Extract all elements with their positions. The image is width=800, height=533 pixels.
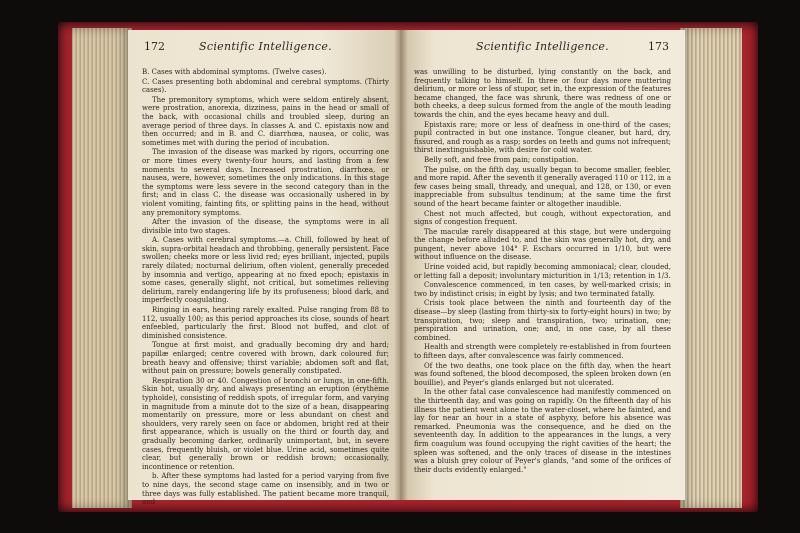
book-gutter xyxy=(394,30,408,500)
paragraph: C. Cases presenting both abdominal and cerebral symptoms. (Thirty cases). xyxy=(142,77,389,95)
left-page xyxy=(128,30,403,507)
left-page-header xyxy=(142,40,389,62)
paragraph: The invasion of the disease was marked by rigors, occurring one or more times every twenty-four hours, and lasting from a few moments to several days. Increased prostration, diarrhœa, or nausea, were, however, sometimes the only indications. In this stage the symptoms were less severe in the second category than in the first; and in class C. the disease was occasionally ushered in by violent vomiting, fainting fits, or splitting pains in the head, without any premonitory symptoms. xyxy=(142,148,389,217)
left-page-number: 172 xyxy=(144,40,165,53)
paragraph: Respiration 30 or 40. Congestion of bronchi or lungs, in one-fifth. Skin hot, usually dry, and always presenting an eruption (érythème typhoïde), consisting of reddish spots, of irregular form, and varying in magnitude from a minute dot to the size of a bean, disappearing momentarily on pressure, more or less abundant on chest and shoulders, very rarely seen on face or abdomen, bright red at their first appearance, which is usually on the third or fourth day, and gradually becoming darker, ordinarily unimportant, but, in severe cases, frequently bluish, or violet blue. Urine acid, sometimes quite clear, but generally brown or reddish brown; occasionally, incontinence or retention. xyxy=(142,376,389,471)
paragraph: The premonitory symptoms, which were seldom entirely absent, were prostration, anorexia, dizziness, pains in the head or small of the back, with occasional chills and troubled sleep, during an average period of three days. In classes A. and C. epistaxis now and then occurred; and in B. and C. diarrhœa, nausea, or colic, was sometimes met with during the period of incubation. xyxy=(142,95,389,147)
paragraph: B. Cases with abdominal symptoms. (Twelve cases). xyxy=(142,68,327,76)
paragraph: The pulse, on the fifth day, usually began to become smaller, feebler, and more rapid. After the seventh it generally averaged 110 or 112, in a few cases being small, thready, and unequal, and 128, or 130, or even inappreciable from subsultus tendinum; at the same time the first sound of the heart became fainter or altogether inaudible. xyxy=(414,165,671,208)
paragraph: Tongue at first moist, and gradually becoming dry and hard; papillæ enlarged; centre covered with brown, dark coloured fur; breath heavy and offensive; thirst variable; abdomen soft and flat, without pain on pressure; bowels generally constipated. xyxy=(142,341,389,376)
left-running-title: Scientific Intelligence. xyxy=(199,40,332,53)
paragraph: The maculæ rarely disappeared at this stage, but were undergoing the change before alluded to, and the skin was generally hot, dry, and pungent, never above 104° F. Eschars occurred in 1/10, but were without influence on the disease. xyxy=(414,227,671,262)
paragraph: After the invasion of the disease, the symptoms were in all divisible into two stages. xyxy=(142,218,389,235)
right-running-title: Scientific Intelligence. xyxy=(476,40,609,53)
paragraph: Urine voided acid, but rapidly becoming ammoniacal; clear, clouded, or letting fall a deposit; involuntary micturition in 1/13; retention in 1/3. xyxy=(414,263,671,280)
paragraph: Crisis took place between the ninth and fourteenth day of the disease—by sleep (lasting from thirty-six to forty-eight hours) in two; by transpiration, two; sleep and transpiration, two; urination, one; perspiration and urination, one; and, in one case, by all these combined. xyxy=(414,299,671,342)
paragraph: Of the two deaths, one took place on the fifth day, when the heart was found softened, the blood decomposed, the spleen broken down (en bouillie), and Peyer's glands enlarged but not ulcerated. xyxy=(414,361,671,387)
paragraph: Ringing in ears, hearing rarely exalted. Pulse ranging from 88 to 112, usually 100; as this period approaches its close, sounds of heart enfeebled, particularly the first. Blood not buffed, and clot of diminished consistence. xyxy=(142,306,389,340)
paragraph: Chest not much affected, but cough, without expectoration, and signs of congestion frequent. xyxy=(414,209,671,227)
paragraph: Health and strength were completely re-established in from fourteen to fifteen days, after convalescence was fairly commenced. xyxy=(414,343,671,360)
paragraph: b. After these symptoms had lasted for a period varying from five to nine days, the second stage came on insensibly, and in two or three days was fully established. The patient became more tranquil, and xyxy=(142,472,389,507)
paragraph: Epistaxis rare; more or less of deafness in one-third of the cases; pupil contracted in but one instance. Tongue cleaner, but hard, dry, fissured, and rough as a rasp; sordes on teeth and gums not infrequent; thirst inextinguishable, with desire for cold water. xyxy=(414,120,671,155)
page-edges-left xyxy=(72,28,132,508)
left-page-body xyxy=(142,68,389,507)
page-edges-right xyxy=(680,28,742,508)
right-page xyxy=(400,30,685,500)
right-page-number: 173 xyxy=(648,40,669,53)
paragraph: Convalescence commenced, in ten cases, by well-marked crisis; in two by indistinct crisis; in eight by lysis; and two terminated fatally. xyxy=(414,281,671,298)
paragraph: Belly soft, and free from pain; constipation. xyxy=(424,155,579,164)
paragraph: A. Cases with cerebral symptoms.—a. Chill, followed by heat of skin, supra-orbital headach and throbbing, generally persistent. Face swollen; cheeks more or less livid red; eyes brilliant, injected, pupils rarely dilated; nocturnal delirium, often violent, generally preceded by insomnia and vertigo, appearing at no fixed epoch; epistaxis in some cases, generally slight, not critical, but sometimes relieving delirium, rarely endangering life by its profuseness; blood dark, and imperfectly coagulating. xyxy=(142,236,389,305)
right-page-header xyxy=(414,40,671,62)
paragraph: In the other fatal case convalescence had manifestly commenced on the thirteenth day, and was going on rapidly. On the fifteenth day of his illness the patient went alone to the water-closet, where he fainted, and lay for near an hour in a state of asphyxy, before his absence was remarked. Pneumonia was the consequence, and he died on the seventeenth day. In addition to the appearances in the lungs, a very firm coagulum was found occupying the right cavities of the heart; the spleen was softened, and the only traces of disease in the intestines was a bluish grey colour of Peyer's glands, "and some of the orifices of their ducts evidently enlarged." xyxy=(414,388,671,474)
right-page-body xyxy=(414,68,671,474)
paragraph: was unwilling to be disturbed, lying constantly on the back, and frequently talking to himself. In three or four days more muttering delirium, or more or less of stupor, set in, the expression of the features became changed, the face was shrunk, there was redness of one or both cheeks, a deep sulcus formed from the angle of the mouth leading towards the chin, and the eyes became heavy and dull. xyxy=(414,68,671,119)
